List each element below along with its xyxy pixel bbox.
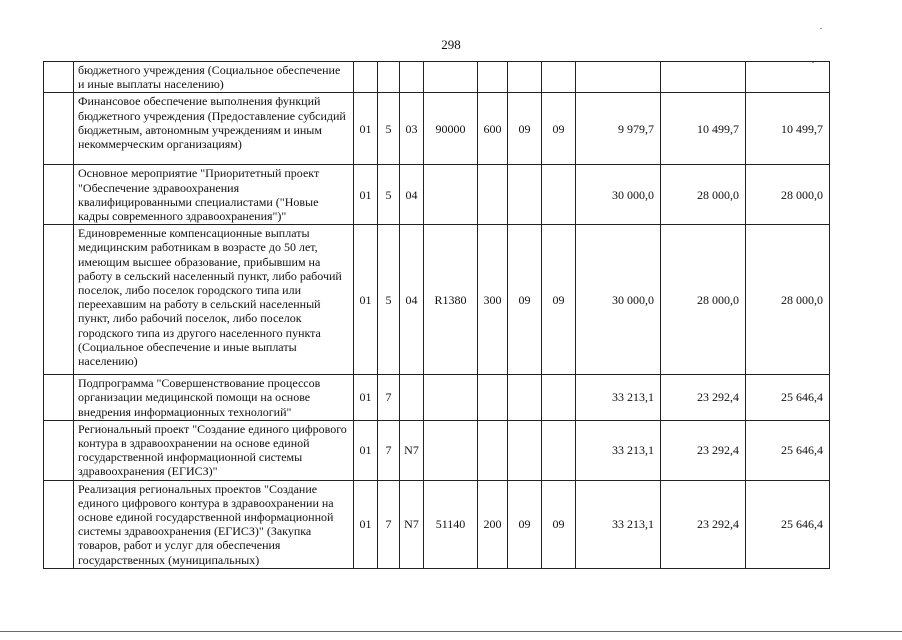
page-number: 298: [441, 37, 461, 52]
amount-cell: [661, 62, 746, 93]
amount-cell: 28 000,0: [661, 165, 746, 225]
code-cell: 600: [478, 93, 508, 165]
code-cell: 09: [542, 225, 576, 375]
code-cell: 01: [354, 93, 378, 165]
scan-speck: [820, 28, 822, 29]
row-index-cell: [44, 480, 74, 568]
code-cell: 09: [542, 93, 576, 165]
amount-cell: 23 292,4: [661, 480, 746, 568]
amount-cell: 25 646,4: [746, 375, 830, 421]
table-row: [44, 375, 830, 421]
budget-table-body: [44, 62, 830, 569]
scan-edge-line: [0, 631, 902, 632]
table-row: [44, 165, 830, 225]
code-cell: N7: [400, 480, 424, 568]
code-cell: 01: [354, 420, 378, 480]
code-cell: [478, 375, 508, 421]
code-cell: [354, 62, 378, 93]
amount-cell: 28 000,0: [746, 225, 830, 375]
code-cell: [400, 62, 424, 93]
amount-cell: 9 979,7: [576, 93, 661, 165]
description-cell: Подпрограмма "Совершенствование процессов организации медицинской помощи на основе внедрения информационных технологий": [74, 375, 354, 421]
code-cell: 5: [378, 93, 400, 165]
amount-cell: 10 499,7: [746, 93, 830, 165]
amount-cell: 23 292,4: [661, 420, 746, 480]
table-row: [44, 93, 830, 165]
row-index-cell: [44, 420, 74, 480]
code-cell: 09: [508, 480, 542, 568]
code-cell: 5: [378, 225, 400, 375]
code-cell: 01: [354, 375, 378, 421]
amount-cell: 28 000,0: [746, 165, 830, 225]
description-cell: бюджетного учреждения (Социальное обеспечение и иные выплаты населению): [74, 62, 354, 93]
code-cell: [400, 375, 424, 421]
code-cell: [424, 375, 478, 421]
code-cell: 01: [354, 480, 378, 568]
amount-cell: 23 292,4: [661, 375, 746, 421]
description-cell: Региональный проект "Создание единого цифрового контура в здравоохранении на основе единой государственной информационной системы здравоохранения (ЕГИСЗ)": [74, 420, 354, 480]
code-cell: 09: [542, 480, 576, 568]
amount-cell: 28 000,0: [661, 225, 746, 375]
row-index-cell: [44, 165, 74, 225]
code-cell: 09: [508, 225, 542, 375]
code-cell: R1380: [424, 225, 478, 375]
code-cell: [378, 62, 400, 93]
code-cell: 200: [478, 480, 508, 568]
code-cell: [542, 375, 576, 421]
code-cell: N7: [400, 420, 424, 480]
budget-table: [43, 61, 830, 569]
code-cell: [478, 420, 508, 480]
amount-cell: 25 646,4: [746, 480, 830, 568]
table-row: [44, 225, 830, 375]
amount-cell: 30 000,0: [576, 165, 661, 225]
description-cell: Единовременные компенсационные выплаты медицинским работникам в возрасте до 50 лет, имеющим высшее образование, прибывшим на работу в сельский населенный пункт, либо рабочий поселок, либо поселок городского типа или переехавшим на работу в сельский населенный пункт, либо рабочий поселок, либо поселок городского типа из другого населенного пункта (Социальное обеспечение и иные выплаты населению): [74, 225, 354, 375]
code-cell: [508, 62, 542, 93]
code-cell: [542, 62, 576, 93]
code-cell: 04: [400, 225, 424, 375]
amount-cell: 10 499,7: [661, 93, 746, 165]
code-cell: [478, 165, 508, 225]
code-cell: 01: [354, 165, 378, 225]
table-row: [44, 62, 830, 93]
code-cell: 90000: [424, 93, 478, 165]
code-cell: [424, 420, 478, 480]
amount-cell: 33 213,1: [576, 480, 661, 568]
code-cell: 5: [378, 165, 400, 225]
table-row: [44, 480, 830, 568]
description-cell: Реализация региональных проектов "Создание единого цифрового контура в здравоохранении на основе единой государственной информационной системы здравоохранения (ЕГИСЗ)" (Закупка товаров, работ и услуг для обеспечения государственных (муниципальных): [74, 480, 354, 568]
row-index-cell: [44, 93, 74, 165]
row-index-cell: [44, 225, 74, 375]
code-cell: [508, 420, 542, 480]
code-cell: 09: [508, 93, 542, 165]
code-cell: [424, 165, 478, 225]
code-cell: 01: [354, 225, 378, 375]
row-index-cell: [44, 62, 74, 93]
table-row: [44, 420, 830, 480]
amount-cell: 33 213,1: [576, 375, 661, 421]
scan-speck: [812, 62, 814, 63]
code-cell: 04: [400, 165, 424, 225]
description-cell: Основное мероприятие "Приоритетный проект "Обеспечение здравоохранения квалифицированными специалистами ("Новые кадры современного здравоохранения")": [74, 165, 354, 225]
amount-cell: [746, 62, 830, 93]
code-cell: [508, 375, 542, 421]
code-cell: [542, 420, 576, 480]
code-cell: 7: [378, 420, 400, 480]
code-cell: 51140: [424, 480, 478, 568]
code-cell: 300: [478, 225, 508, 375]
amount-cell: 30 000,0: [576, 225, 661, 375]
description-cell: Финансовое обеспечение выполнения функций бюджетного учреждения (Предоставление субсидий бюджетным, автономным учреждениям и иным некоммерческим организациям): [74, 93, 354, 165]
code-cell: [542, 165, 576, 225]
code-cell: 03: [400, 93, 424, 165]
code-cell: 7: [378, 480, 400, 568]
amount-cell: 25 646,4: [746, 420, 830, 480]
code-cell: [478, 62, 508, 93]
code-cell: 7: [378, 375, 400, 421]
code-cell: [424, 62, 478, 93]
amount-cell: 33 213,1: [576, 420, 661, 480]
row-index-cell: [44, 375, 74, 421]
amount-cell: [576, 62, 661, 93]
code-cell: [508, 165, 542, 225]
